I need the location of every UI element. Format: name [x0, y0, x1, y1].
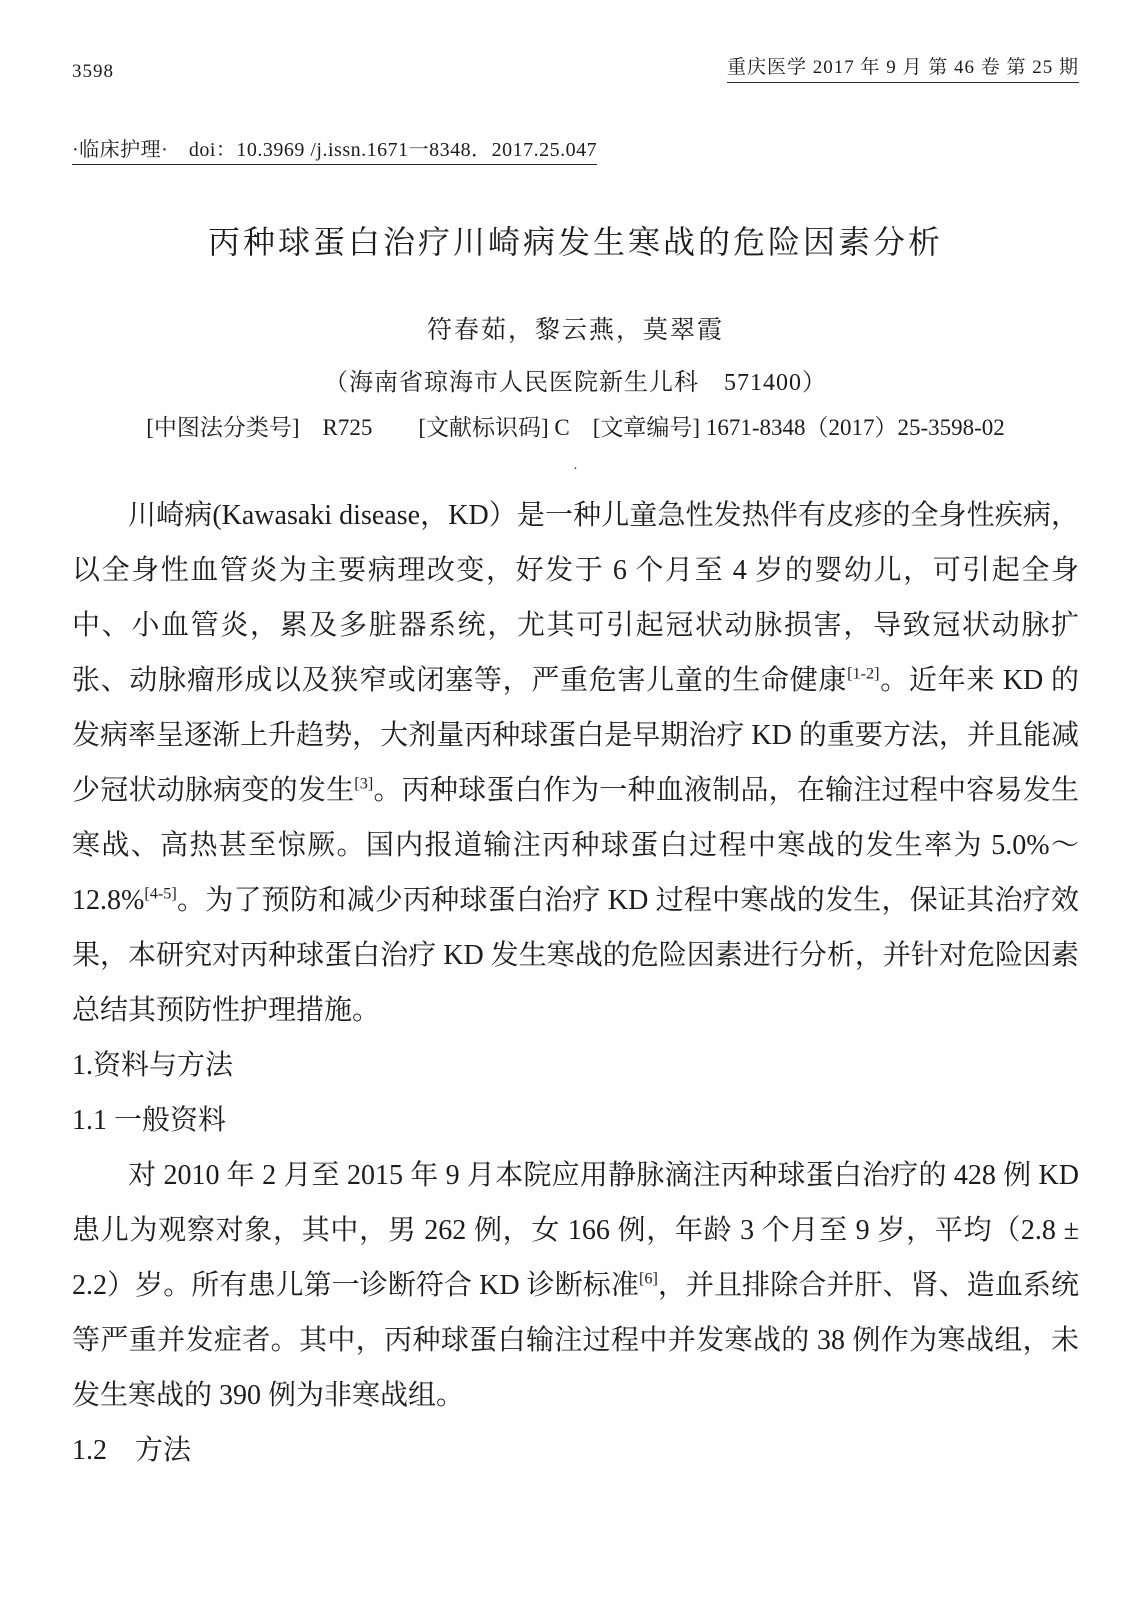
citation-superscript: [1-2]: [847, 664, 880, 683]
heading-general-data: [72, 1093, 1079, 1148]
scan-dot-artifact: .: [573, 458, 578, 473]
citation-superscript: [3]: [354, 774, 374, 793]
article-title: 丙种球蛋白治疗川崎病发生寒战的危险因素分析: [207, 224, 943, 260]
journal-issue-line: 重庆医学 2017 年 9 月 第 46 卷 第 25 期: [727, 52, 1079, 83]
body-text: 川崎病(Kawasaki disease，KD）是一种儿童急性发热伴有皮疹的全身性疾病，以全身性血管炎为主要病理改变，好发于 6 个月至 4 岁的婴幼儿，可引起全身中、小血管炎，累及多脏器系统，尤其可引起冠状动脉损害，导致冠状动脉扩张、动脉瘤形成以及狭窄或闭塞等，严重危害儿童的生命健康: [72, 500, 1079, 696]
classification-line: [中图法分类号] R725 [文献标识码] C [文章编号] 1671-8348（2017）25-3598-02: [146, 415, 1005, 440]
body-text: ，并且排除合并肝、肾、造血系统等严重并发症者。其中，丙种球蛋白输注过程中并发寒战的 38 例作为寒战组，未发生寒战的 390 例为非寒战组。: [72, 1270, 1079, 1411]
body-text: 。近年来 KD 的发病率呈逐渐上升趋势，大剂量丙种球蛋白是早期治疗 KD 的重要方法，并且能减少冠状动脉病变的发生: [72, 665, 1079, 806]
article-body: [72, 488, 1079, 1478]
body-text: 对 2010 年 2 月至 2015 年 9 月本院应用静脉滴注丙种球蛋白治疗的 428 例 KD 患儿为观察对象，其中，男 262 例，女 166 例，年龄 3 个月至 9 岁，平均（2.8 ± 2.2）岁。所有患儿第一诊断符合 KD 诊断标准: [72, 1160, 1079, 1301]
body-text: 1.2 方法: [72, 1435, 192, 1466]
body-text: 。丙种球蛋白作为一种血液制品，在输注过程中容易发生寒战、高热甚至惊厥。国内报道输注丙种球蛋白过程中寒战的发生率为 5.0%～12.8%: [72, 775, 1079, 916]
page-header: [72, 52, 1079, 83]
body-text: 。为了预防和减少丙种球蛋白治疗 KD 过程中寒战的发生，保证其治疗效果，本研究对丙种球蛋白治疗 KD 发生寒战的危险因素进行分析，并针对危险因素总结其预防性护理措施。: [72, 885, 1079, 1026]
doi-line: [72, 133, 1079, 162]
citation-superscript: [6]: [638, 1269, 658, 1288]
heading-materials-methods: [72, 1038, 1079, 1093]
page-number: 3598: [72, 61, 114, 82]
doi-text: ·临床护理· doi：10.3969 /j.issn.1671一8348．2017.25.047: [72, 139, 597, 165]
affiliation-line: （海南省琼海市人民医院新生儿科 571400）: [324, 370, 827, 396]
authors-line: 符春茹，黎云燕，莫翠霞: [426, 317, 724, 344]
body-text: 1.1 一般资料: [72, 1105, 227, 1136]
paragraph-general-data: [72, 1148, 1079, 1423]
paragraph-intro: [72, 488, 1079, 1038]
body-text: 1.资料与方法: [72, 1050, 234, 1081]
heading-method: [72, 1423, 1079, 1478]
citation-superscript: [4-5]: [144, 884, 177, 903]
